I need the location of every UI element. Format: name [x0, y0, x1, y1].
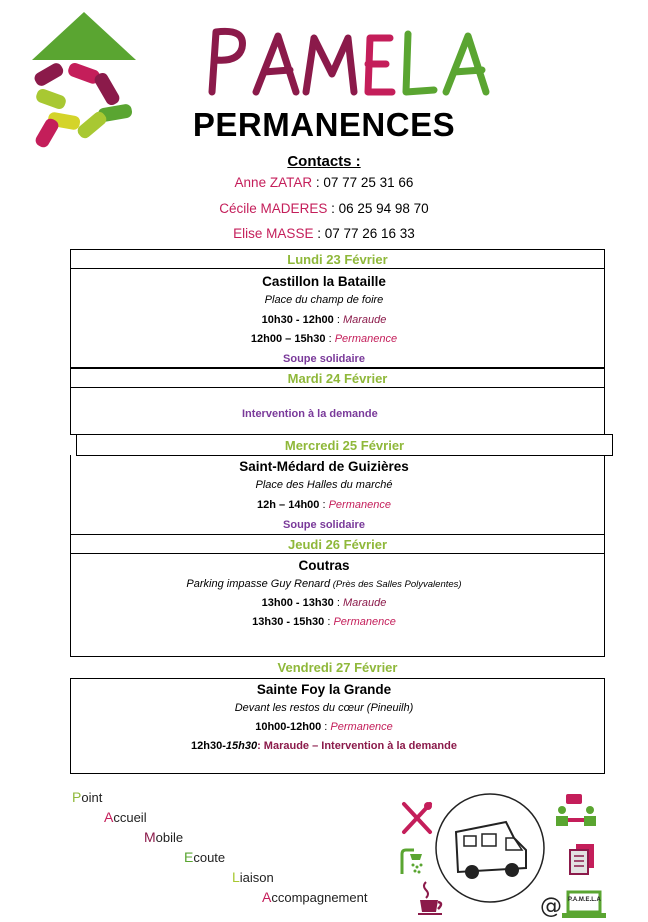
location-name: Sainte Foy la Grande [256, 682, 392, 697]
slot-activity: Maraude [342, 597, 387, 609]
slot-separator: : [333, 597, 343, 609]
extra-note: Intervention à la demande [242, 408, 378, 420]
acronym-rest: obile [155, 830, 184, 845]
contact-name: Cécile MADERES [219, 201, 328, 216]
location-name: Coutras [298, 558, 350, 573]
contacts-heading: Contacts : [287, 153, 361, 170]
acronym-letter: L [232, 869, 240, 885]
acronym-line [144, 829, 183, 845]
location-address: Place des Halles du marché [255, 479, 393, 491]
acronym-rest: coute [193, 850, 226, 865]
acronym-rest: iaison [239, 870, 274, 885]
schedule-slot [0, 499, 648, 511]
shower-icon [398, 846, 428, 876]
extra-note: Soupe solidaire [283, 519, 365, 531]
slot-separator: : [321, 721, 331, 733]
slot-activity: : Maraude – Intervention à la demande [257, 740, 457, 752]
address-note: (Près des Salles Polyvalentes) [330, 579, 462, 590]
meeting-icon [554, 792, 598, 830]
location-address [0, 578, 648, 590]
contact-phone: 07 77 25 31 66 [323, 175, 414, 190]
day-title: Vendredi 27 Février [277, 660, 398, 675]
day-title: Mercredi 25 Février [284, 438, 405, 453]
contact-line [0, 226, 648, 241]
acronym-letter: P [72, 789, 82, 805]
slot-time: 12h00 – 15h30 [250, 333, 326, 345]
acronym-line [184, 849, 225, 865]
slot-time: 10h00-12h00 [255, 721, 322, 733]
contact-phone: 06 25 94 98 70 [338, 201, 429, 216]
acronym-rest: oint [81, 790, 103, 805]
acronym-rest: ccompagnement [271, 890, 368, 905]
location-address: Place du champ de foire [264, 294, 384, 306]
laptop-screen-text: P.A.M.E.L.A [568, 897, 601, 903]
day-title: Lundi 23 Février [287, 252, 388, 267]
pamela-wordmark [198, 22, 520, 100]
page-title: PERMANENCES [192, 106, 456, 143]
slot-separator: : [324, 616, 334, 628]
laptop-icon [562, 890, 606, 920]
location-address: Devant les restos du cœur (Pineuilh) [234, 702, 414, 714]
contact-separator: : [327, 201, 339, 216]
acronym-line [262, 889, 367, 905]
schedule-slot [0, 616, 648, 628]
slot-separator: : [333, 314, 343, 326]
slot-activity: Permanence [334, 333, 398, 345]
acronym-line [72, 789, 102, 805]
schedule-slot [0, 721, 648, 733]
acronym-letter: M [144, 829, 156, 845]
contact-name: Anne ZATAR [234, 175, 313, 190]
schedule-slot [0, 314, 648, 326]
schedule-slot [0, 597, 648, 609]
extra-note: Soupe solidaire [283, 353, 365, 365]
slot-separator: : [319, 499, 329, 511]
slot-activity: Permanence [330, 721, 393, 733]
slot-time: 13h00 - 13h30 [261, 597, 334, 609]
contact-name: Elise MASSE [233, 226, 314, 241]
acronym-rest: ccueil [113, 810, 147, 825]
contact-separator: : [313, 226, 325, 241]
acronym-letter: E [184, 849, 194, 865]
acronym-line [232, 869, 274, 885]
contact-phone: 07 77 26 16 33 [324, 226, 415, 241]
contact-line [0, 175, 648, 190]
slot-activity: Permanence [333, 616, 396, 628]
slot-time-italic: 15h30 [225, 740, 258, 752]
day-title: Jeudi 26 Février [288, 537, 387, 552]
slot-activity: Maraude [342, 314, 387, 326]
location-name: Saint-Médard de Guizières [239, 459, 409, 474]
day-title: Mardi 24 Février [287, 371, 388, 386]
slot-time: 13h30 - 15h30 [252, 616, 325, 628]
slot-time: 10h30 - 12h00 [261, 314, 334, 326]
documents-icon [568, 842, 596, 876]
schedule-slot [0, 333, 648, 345]
fork-knife-icon [400, 800, 434, 836]
contact-line [0, 201, 648, 216]
slot-time: 12h30- [191, 740, 226, 752]
camper-van-icon [434, 792, 546, 904]
schedule-slot [0, 740, 648, 752]
acronym-letter: A [104, 809, 114, 825]
at-sign-icon: @ [540, 894, 562, 919]
acronym-letter: A [262, 889, 272, 905]
location-name: Castillon la Bataille [262, 274, 386, 289]
slot-time: 12h – 14h00 [257, 499, 320, 511]
slot-activity: Permanence [328, 499, 391, 511]
address-text: Parking impasse Guy Renard [186, 578, 331, 590]
acronym-line [104, 809, 147, 825]
slot-separator: : [325, 333, 335, 345]
contact-separator: : [312, 175, 324, 190]
